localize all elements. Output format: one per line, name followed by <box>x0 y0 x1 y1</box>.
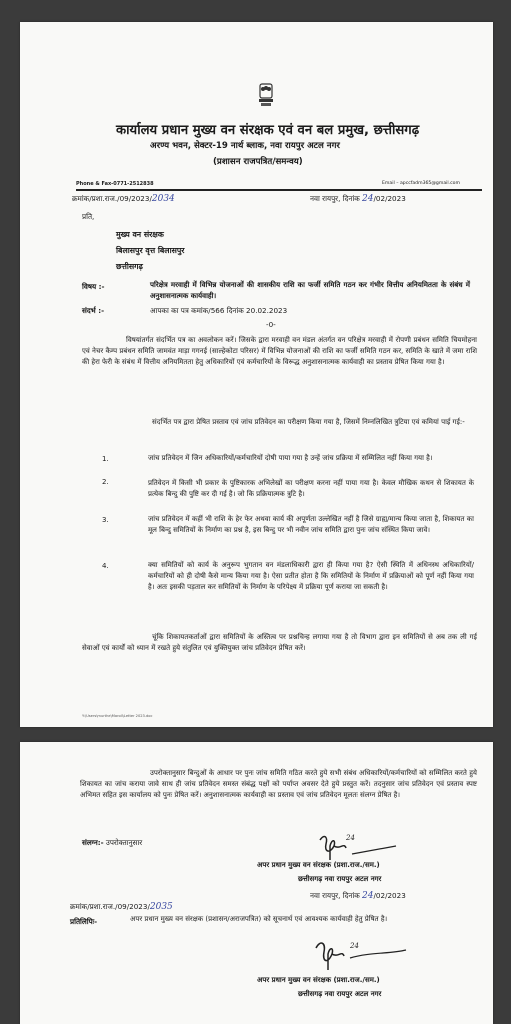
subject-label: विषय :- <box>82 282 105 291</box>
ref-date <box>310 194 406 204</box>
point-1-text: जांच प्रतिवेदन में जिन अधिकारियों/कर्मचारियों दोषी पाया गया है उन्हें जांच प्रक्रिया में सम्मिलित नहीं किया गया है। <box>148 454 433 462</box>
signature-1-place: छत्तीसगढ़ नवा रायपुर अटल नगर <box>298 875 382 883</box>
point-3-text: जांच प्रतिवेदन में कहीं भी राशि के हेर फेर अथवा कार्य की अपूर्णता उल्लेखित नहीं है जिसे ग्राह्य/मान्य किया जाता है, शिकायत का मूल बिन्दु समितियों के निर्माण का प्रश्न है, इस बिन्दु पर भी नवीन जांच समिति द्वारा पुनः जांच संस्थित किया जावे। <box>148 515 474 535</box>
state-emblem-icon <box>257 82 275 108</box>
office-title: कार्यालय प्रधान मुख्य वन संरक्षक एवं वन बल प्रमुख, छत्तीसगढ़ <box>116 123 420 138</box>
letter-page-1 <box>20 22 493 727</box>
reference-text: आपका का पत्र कमांक/566 दिनांक 20.02.2023 <box>150 306 288 315</box>
point-4-text: क्या समितियों को कार्य के अनुरूप भुगतान वन मंडलाधिकारी द्वारा ही किया गया है? ऐसी स्थिति में अधिनस्थ अधिकारियों/कर्मचारियों को ही दोषी कैसे मान्य किया गया है। ऐसा प्रतीत होता है कि समितियों के निर्माण में प्रक्रियाओं को पूर्ण नहीं किया गया है। अतः इसकी पड़ताल कर समितियों के निर्माण के परिपेक्ष्य में प्रक्रिया पूर्ण कराया जा सकती है। <box>148 561 474 592</box>
ref2-number-prefix: क्रमांक/प्रशा.राज./09/2023/ <box>70 902 150 911</box>
signature-2-place: छत्तीसगढ़ नवा रायपुर अटल नगर <box>298 990 382 998</box>
ref-date-suffix: /02/2023 <box>373 194 406 203</box>
para-3: चूंकि शिकायतकर्ताओं द्वारा समितियों के अस्तित्व पर प्रश्नचिन्ह लगाया गया है तो विभाग द्वारा इन समितियों से अब तक ली गई सेवाओं एवं कार्यों को ध्यान में रखते हुये संतुलित एवं युक्तियुक्त जांच प्रतिवेदन प्रेषित करें। <box>82 633 477 653</box>
signature-1-title: अपर प्रधान मुख्य वन संरक्षक (प्रशा.राज./सम.) <box>257 861 380 869</box>
ref-date-prefix: नवा रायपुर, दिनांक <box>310 194 360 203</box>
ref2-date <box>310 891 406 901</box>
office-department: (प्रशासन राजपत्रित/समन्वय) <box>213 157 303 167</box>
signature-2-title: अपर प्रधान मुख्य वन संरक्षक (प्रशा.राज./सम.) <box>257 976 380 984</box>
office-phone: Phone & Fax-0771-2512838 <box>76 181 154 187</box>
ref2-date-handwritten: 24 <box>362 891 374 901</box>
para-1: विषयांतर्गत संदर्भित पत्र का अवलोकन करें। जिसके द्वारा मरवाही वन मंडल अंतर्गत वन परिक्षेत्र मरवाही में रोपणी प्रबंधन समिति चियमोहना एवं नेचर कैम्प प्रबंधन समिति जामवंत माड़ा गगनई (साल्हेकोटा परिसर) में विभिन्न योजनाओं की राशि का फर्जी समिति गठन कर, समिति के खाते में जमा राशि की हेरा फेरी के संबंध में वित्तीय अनियमितता हेतु अधिकारियों एवं कर्मचारियों के विरूद्ध अनुशासनात्मक कार्यवाही का प्रस्ताव प्रेषित किया गया है। <box>82 336 477 367</box>
signature-1-icon <box>316 832 416 864</box>
ref2-number <box>70 902 173 912</box>
recipient-prati: प्रति, <box>82 212 95 221</box>
ref-number <box>72 194 175 204</box>
signature-1-mark: 24 <box>346 834 355 842</box>
enclosure-label: संलग्न:- <box>82 838 104 847</box>
subject-text: परिक्षेत्र मरवाही में विभिन्न योजनाओं की शासकीय राशि का फर्जी समिति गठन कर गंभीर वित्तीय अनियमितता के संबंध में अनुशासनात्मक कार्यवाही। <box>150 280 470 300</box>
point-1-num: 1. <box>102 455 109 463</box>
recipient-line1: मुख्य वन संरक्षक <box>116 230 164 239</box>
office-address: अरण्य भवन, सेक्टर-19 नार्थ ब्लाक, नवा रायपुर अटल नगर <box>150 141 340 151</box>
signature-2-mark: 24 <box>350 942 359 950</box>
header-rule <box>76 189 482 191</box>
enclosure <box>82 838 142 847</box>
separator: -0- <box>266 320 276 329</box>
para-2: संदर्भित पत्र द्वारा प्रेषित प्रस्ताव एवं जांच प्रतिवेदन का परीक्षण किया गया है, जिसमें निम्नलिखित त्रुटिया एवं कमियां पाई गई:- <box>152 418 465 426</box>
footer-path: Y:\Users\murthe\Maroli\Letter 2023.doc <box>82 714 153 718</box>
signature-2-icon <box>310 938 420 974</box>
point-2-num: 2. <box>102 478 109 486</box>
ref-number-prefix: क्रमांक/प्रशा.राज./09/2023/ <box>72 194 152 203</box>
ref2-date-suffix: /02/2023 <box>373 891 406 900</box>
enclosure-text: उपरोक्तानुसार <box>105 838 143 847</box>
ref-number-handwritten: 2034 <box>151 194 175 204</box>
recipient-line2: बिलासपुर वृत्त बिलासपुर <box>116 246 185 255</box>
ref2-number-handwritten: 2035 <box>149 902 173 912</box>
letter-page-2 <box>20 742 493 1024</box>
recipient-line3: छत्तीसगढ़ <box>116 262 143 271</box>
ref2-date-prefix: नवा रायपुर, दिनांक <box>310 891 360 900</box>
para-4: उपरोक्तानुसार बिन्दुओं के आधार पर पुनः जांच समिति गठित करते हुये सभी संबंध अधिकारियों/कर्मचारियों को सम्मिलित करते हुये शिकायत का जांच कराया जावे साथ ही जांच प्रतिवेदन समस्त संबंद्ध पक्षों को पर्याप्त अवसर देते हुये प्रस्तुत करें। तदनुसार जांच प्रतिवेदन एवं प्रस्ताव स्पष्ट अभिमत सहित इस कार्यालय को पुनः प्रेषित करें। अनुशासनात्मक कार्यवाही का प्रस्ताव एवं जांच प्रतिवेदन मूलतः संलग्न प्रेषित है। <box>80 769 477 800</box>
ref-date-handwritten: 24 <box>362 194 374 204</box>
copy-label: प्रतिलिपिः- <box>70 917 98 926</box>
point-3-num: 3. <box>102 516 109 524</box>
reference-label: संदर्भ :- <box>82 306 105 315</box>
office-email: Email – apccfadm365@gmail.com <box>382 181 460 186</box>
point-2-text: प्रतिवेदन में किसी भी प्रकार के पुष्टिकारक अभिलेखों का परीक्षण करना नहीं पाया गया है। केवल मौखिक कथन से शिकायत के प्रत्येक बिन्दु की पुष्टि कर दी गई है। जो कि प्रक्रियात्मक त्रुटि है। <box>148 479 474 499</box>
copy-text: अपर प्रधान मुख्य वन संरक्षक (प्रशासन/अराजपत्रित) को सूचनार्थ एवं आवश्यक कार्यवाही हेतु प्रेषित है। <box>130 915 388 923</box>
point-4-num: 4. <box>102 562 109 570</box>
